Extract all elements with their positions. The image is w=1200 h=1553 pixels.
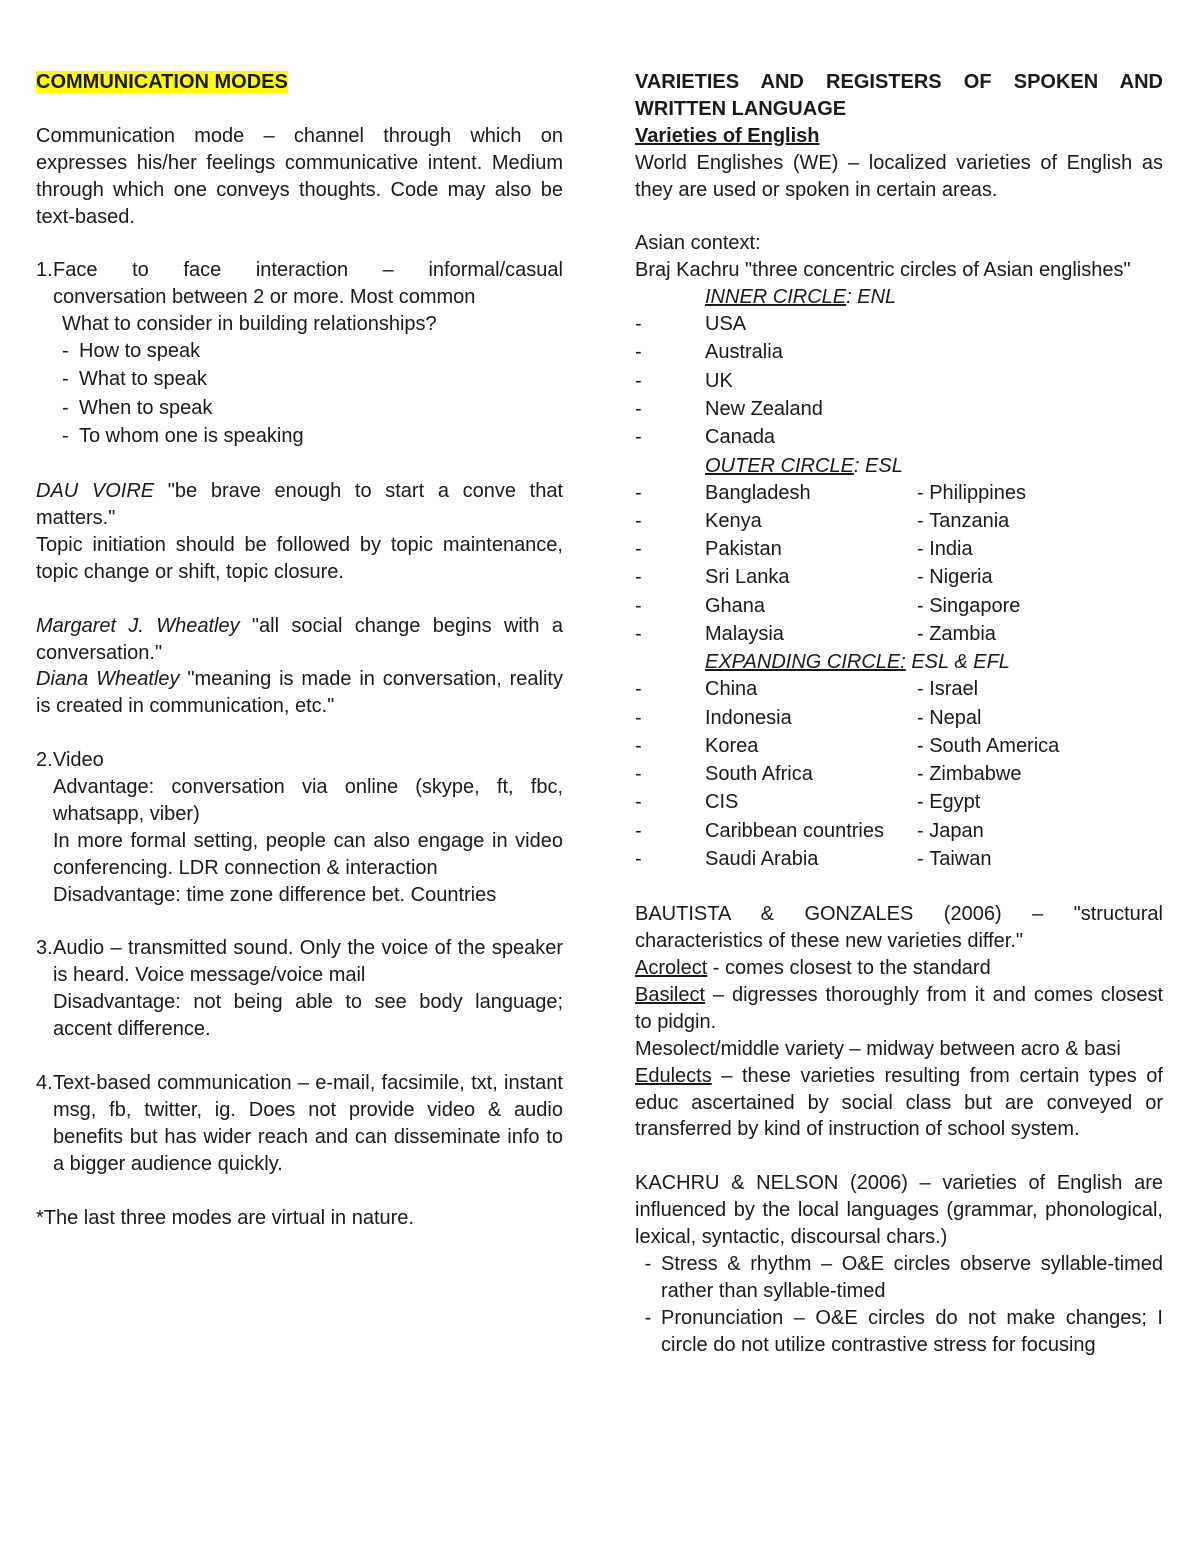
diana-wheatley-quote: Diana Wheatley "meaning is made in conversation, reality is created in communication, etc." [36, 668, 563, 718]
list-item: - Canada [635, 426, 776, 449]
section-heading-varieties-line2: WRITTEN LANGUAGE [635, 97, 847, 120]
list-item: - Caribbean countries - Japan [635, 819, 984, 842]
list-item-video: 2. Video Advantage: conversation via online (skype, ft, fbc, whatsapp, viber) In more formal setting, people can also engage in video conferencing. LDR connection & interaction Disadvantage: time zone difference bet. Countries [36, 749, 563, 906]
sub-item: - When to speak [62, 396, 213, 419]
list-item: - Sri Lanka - Nigeria [635, 566, 993, 589]
list-item: - Australia [635, 341, 783, 364]
bullet-item-stress-rhythm: - Stress & rhythm – O&E circles observe syllable-timed rather than syllable-timed [644, 1252, 1163, 1302]
list-item: - Malaysia - Zambia [635, 623, 996, 646]
intro-paragraph: Communication mode – channel through which on expresses his/her feelings communicative intent. Medium through which one conveys thoughts. Code may also be text-based. [36, 124, 563, 228]
mesolect-definition: Mesolect/middle variety – midway between acro & basi [635, 1037, 1121, 1060]
list-item-face-to-face: 1. Face to face interaction – informal/casual conversation between 2 or more. Most common [36, 259, 563, 309]
left-column [36, 69, 563, 1231]
list-item: - Kenya - Tanzania [635, 509, 1010, 532]
sub-item: - How to speak [62, 340, 201, 363]
list-item: - South Africa - Zimbabwe [635, 763, 1022, 786]
world-englishes-definition: World Englishes (WE) – localized varieties of English as they are used or spoken in certain areas. [635, 151, 1163, 201]
list-item-text-based: 4. Text-based communication – e-mail, facsimile, txt, instant msg, fb, twitter, ig. Does not provide video & audio benefits but has wider reach and can disseminate info to a bigger audience quickly. [36, 1071, 563, 1175]
basilect-definition: Basilect – digresses thoroughly from it and comes closest to pidgin. [635, 983, 1163, 1033]
list-item: - Saudi Arabia - Taiwan [635, 848, 992, 870]
list-item: - Pakistan - India [635, 538, 973, 561]
subheading-varieties-of-english: Varieties of English [635, 124, 820, 147]
list-item: - Bangladesh - Philippines [635, 481, 1026, 504]
topic-paragraph: Topic initiation should be followed by topic maintenance, topic change or shift, topic closure. [36, 533, 563, 583]
expanding-circle-label: EXPANDING CIRCLE: ESL & EFL [705, 651, 1010, 674]
acrolect-definition: Acrolect - comes closest to the standard [635, 957, 991, 979]
edulects-definition: Edulects – these varieties resulting from certain types of educ ascertained by social class but are conveyed or transferred by kind of instruction of school system. [635, 1064, 1163, 1141]
margaret-wheatley-quote: Margaret J. Wheatley "all social change begins with a conversation." [36, 614, 563, 664]
kachru-nelson-paragraph: KACHRU & NELSON (2006) – varieties of English are influenced by the local languages (grammar, phonological, lexical, syntactic, discoursal chars.) [635, 1172, 1163, 1249]
list-item: - New Zealand [635, 398, 823, 421]
sub-item: - What to speak [62, 368, 207, 391]
asian-context-label: Asian context: [635, 232, 761, 255]
list-item: - Indonesia - Nepal [635, 706, 982, 729]
section-heading-varieties: VARIETIES AND REGISTERS OF SPOKEN AND [635, 71, 1163, 93]
list-item: - China - Israel [635, 678, 979, 701]
list-item: - CIS - Egypt [635, 791, 981, 814]
inner-circle-label: INNER CIRCLE: ENL [705, 286, 897, 309]
dau-voire-quote: DAU VOIRE "be brave enough to start a conve that matters." [36, 480, 563, 530]
section-heading-communication-modes: COMMUNICATION MODES [36, 71, 288, 93]
question-line: What to consider in building relationships? [62, 313, 437, 336]
list-item: - Ghana - Singapore [635, 594, 1021, 617]
right-column [635, 69, 1163, 1359]
bullet-item-pronunciation: - Pronunciation – O&E circles do not make changes; I circle do not utilize contrastive stress for focusing [644, 1306, 1163, 1356]
list-item: - USA [635, 313, 747, 336]
sub-item: - To whom one is speaking [62, 424, 304, 447]
footnote: *The last three modes are virtual in nature. [36, 1206, 414, 1229]
list-item-audio: 3. Audio – transmitted sound. Only the voice of the speaker is heard. Voice message/voice mail Disadvantage: not being able to see body language; accent difference. [36, 937, 563, 1041]
kachru-circles-line: Braj Kachru "three concentric circles of Asian englishes" [635, 259, 1131, 282]
list-item: - Korea - South America [635, 734, 1060, 757]
bautista-gonzales-paragraph: BAUTISTA & GONZALES (2006) – "structural characteristics of these new varieties differ." [635, 903, 1163, 953]
outer-circle-label: OUTER CIRCLE: ESL [705, 454, 903, 477]
list-item: - UK [635, 369, 733, 392]
